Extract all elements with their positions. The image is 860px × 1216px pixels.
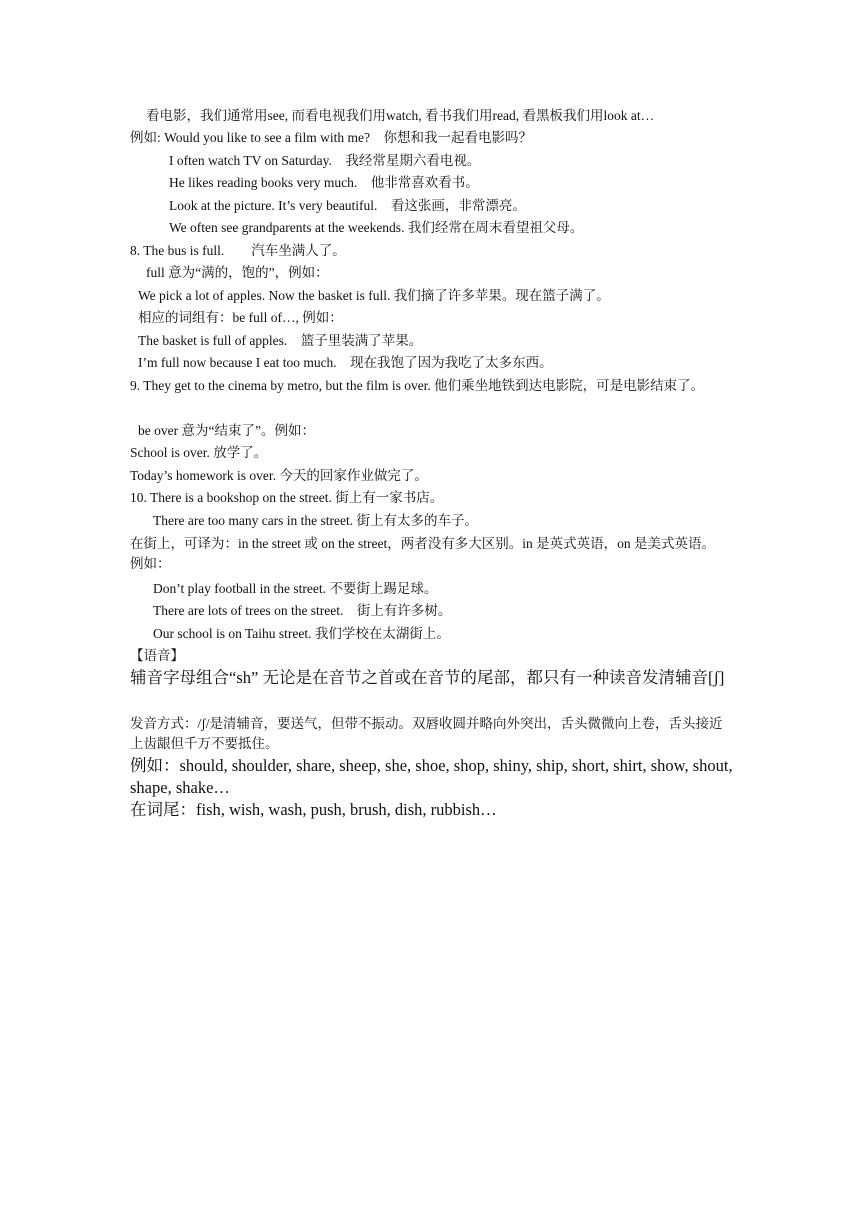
text-line: 例如: Would you like to see a film with me? 你想和我一起看电影吗？ <box>130 130 532 145</box>
text-line: The basket is full of apples. 篮子里装满了苹果。 <box>138 333 423 348</box>
text-paragraph: 发音方式：/ʃ/是清辅音，要送气，但带不振动。双唇收圆并略向外突出，舌头微微向上卷，舌头接近上齿龈但千万不要抵住。 <box>130 716 723 751</box>
text-line: Don’t play football in the street. 不要街上踢足球。 <box>153 581 438 596</box>
text-line: Look at the picture. It’s very beautiful. 看这张画，非常漂亮。 <box>169 198 526 213</box>
text-line: 10. There is a bookshop on the street. 街上有一家书店。 <box>130 490 444 505</box>
text-line: School is over. 放学了。 <box>130 445 268 460</box>
section-heading: 【语音】 <box>130 648 184 663</box>
text-paragraph: 辅音字母组合“sh” 无论是在音节之首或在音节的尾部，都只有一种读音发清辅音[ʃ] <box>130 668 725 687</box>
text-line: There are too many cars in the street. 街上有太多的车子。 <box>153 513 479 528</box>
text-line: I often watch TV on Saturday. 我经常星期六看电视。 <box>169 153 481 168</box>
text-line: We often see grandparents at the weekends. 我们经常在周末看望祖父母。 <box>169 220 584 235</box>
text-line: 8. The bus is full. 汽车坐满人了。 <box>130 243 346 258</box>
text-line: full 意为“满的，饱的”，例如： <box>146 265 329 280</box>
text-line: We pick a lot of apples. Now the basket is full. 我们摘了许多苹果。现在篮子满了。 <box>138 288 610 303</box>
text-line: 看电影，我们通常用see, 而看电视我们用watch, 看书我们用read, 看黑板我们用look at… <box>146 108 655 123</box>
text-line: 相应的词组有：be full of…, 例如： <box>138 310 343 325</box>
text-line: There are lots of trees on the street. 街上有许多树。 <box>153 603 452 618</box>
text-line: I’m full now because I eat too much. 现在我饱了因为我吃了太多东西。 <box>138 355 553 370</box>
text-line: Today’s homework is over. 今天的回家作业做完了。 <box>130 468 428 483</box>
text-line: He likes reading books very much. 他非常喜欢看书。 <box>169 175 479 190</box>
text-paragraph: 9. They get to the cinema by metro, but the film is over. 他们乘坐地铁到达电影院，可是电影结束了。 <box>130 378 705 393</box>
text-paragraph: 例如：should, shoulder, share, sheep, she, shoe, shop, shiny, ship, short, shirt, show, shout, shape, shake… <box>130 756 733 797</box>
text-line: Our school is on Taihu street. 我们学校在太湖街上。 <box>153 626 450 641</box>
text-line: be over 意为“结束了”。例如： <box>138 423 315 438</box>
text-paragraph: 在街上，可译为：in the street 或 on the street，两者没有多大区别。in 是英式英语，on 是美式英语。 例如： <box>130 536 722 571</box>
text-line: 在词尾：fish, wish, wash, push, brush, dish, rubbish… <box>130 800 497 819</box>
